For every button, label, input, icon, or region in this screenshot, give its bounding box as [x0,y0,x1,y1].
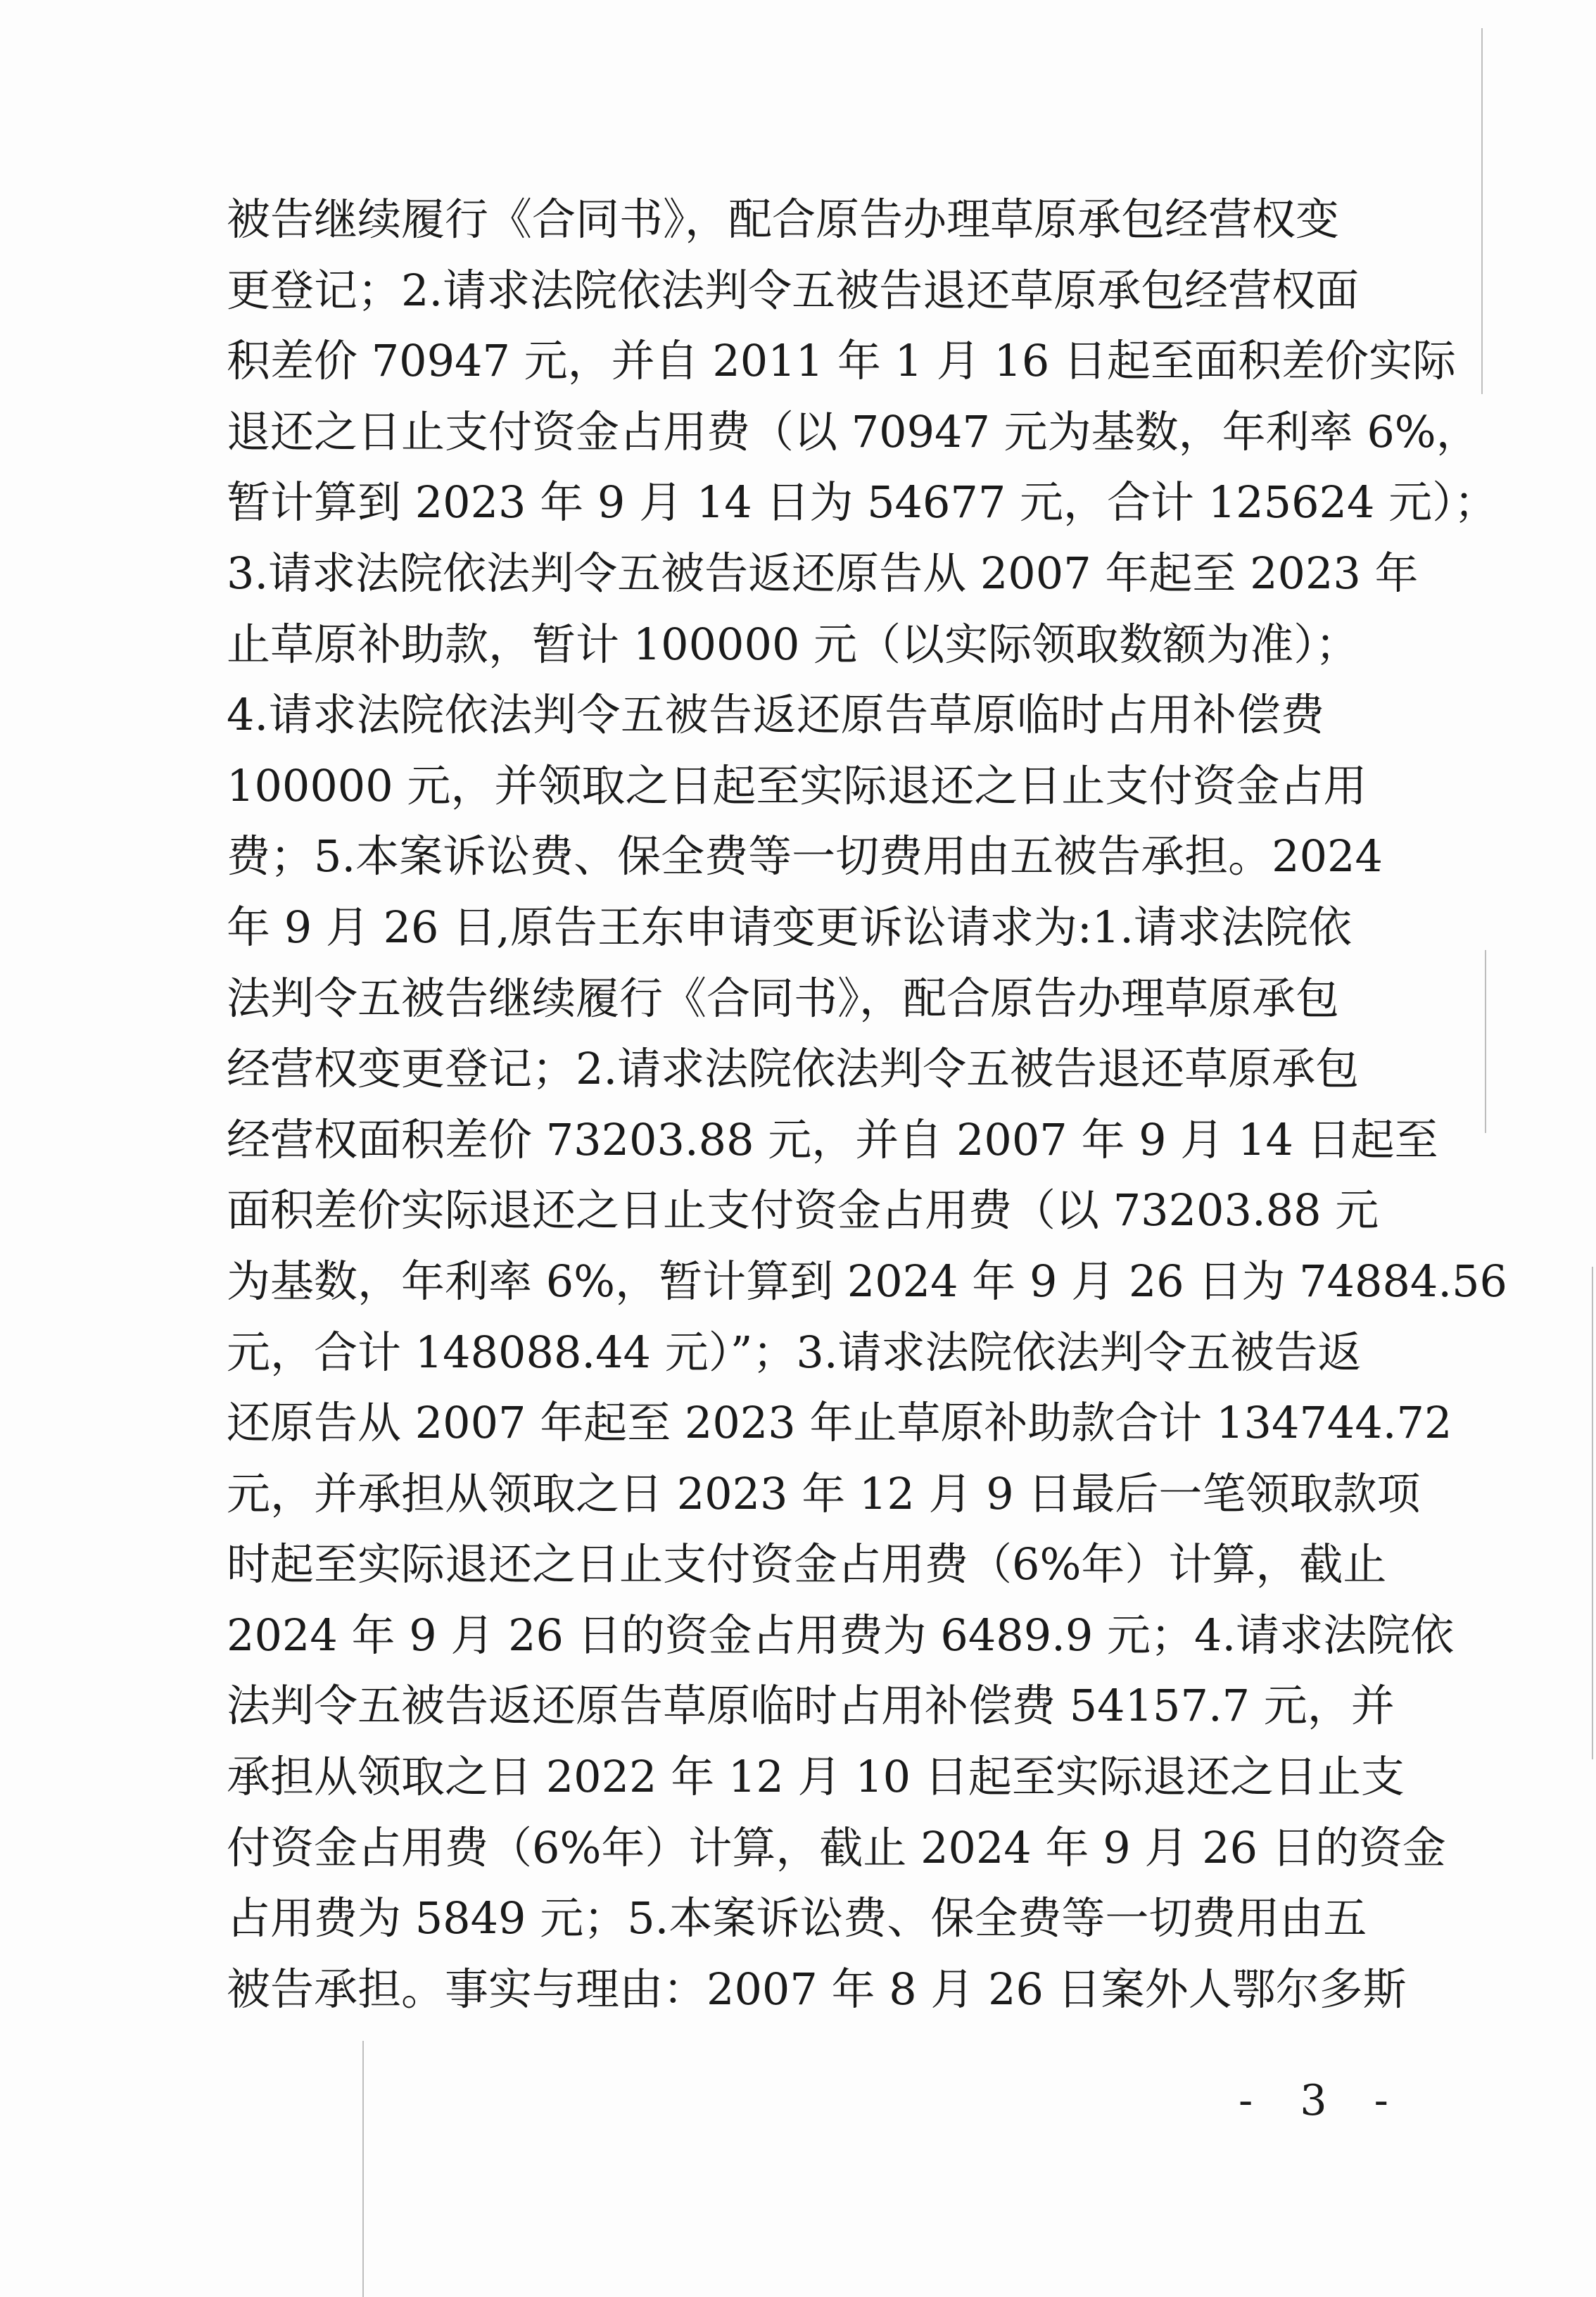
text-line: 4.请求法院依法判令五被告返还原告草原临时占用补偿费 [227,689,1324,741]
text-line: 为基数，年利率 6%，暂计算到 2024 年 9 月 26 日为 74884.56 [227,1255,1507,1307]
text-line: 积差价 70947 元，并自 2011 年 1 月 16 日起至面积差价实际 [227,335,1457,387]
text-line: 承担从领取之日 2022 年 12 月 10 日起至实际退还之日止支 [227,1751,1405,1803]
text-line: 止草原补助款，暂计 100000 元（以实际领取数额为准）； [227,618,1360,670]
scan-artifact-line [1481,28,1483,394]
text-line: 面积差价实际退还之日止支付资金占用费（以 73203.88 元 [227,1184,1379,1236]
scan-artifact-line [1485,950,1486,1133]
scan-artifact-line [362,2041,364,2297]
text-line: 被告承担。事实与理由：2007 年 8 月 26 日案外人鄂尔多斯 [227,1963,1407,2015]
text-line: 元，合计 148088.44 元）”；3.请求法院依法判令五被告返 [227,1326,1362,1378]
text-line: 暂计算到 2023 年 9 月 14 日为 54677 元，合计 125624 元）； [227,476,1498,529]
text-line: 2024 年 9 月 26 日的资金占用费为 6489.9 元；4.请求法院依 [227,1609,1455,1661]
text-line: 时起至实际退还之日止支付资金占用费（6%年）计算，截止 [227,1538,1387,1590]
text-line: 占用费为 5849 元；5.本案诉讼费、保全费等一切费用由五 [227,1892,1367,1944]
body-text [227,184,1507,2025]
text-line: 100000 元，并领取之日起至实际退还之日止支付资金占用 [227,759,1367,811]
text-line: 法判令五被告返还原告草原临时占用补偿费 54157.7 元，并 [227,1680,1395,1732]
text-line: 更登记；2.请求法院依法判令五被告退还草原承包经营权面 [227,264,1360,316]
text-line: 退还之日止支付资金占用费（以 70947 元为基数，年利率 6%， [227,405,1480,457]
text-line: 经营权面积差价 73203.88 元，并自 2007 年 9 月 14 日起至 [227,1113,1438,1165]
text-line: 法判令五被告继续履行《合同书》，配合原告办理草原承包 [227,972,1340,1024]
page-number: - 3 - [1239,2076,1405,2125]
text-line: 费；5.本案诉讼费、保全费等一切费用由五被告承担。2024 [227,830,1383,882]
text-line: 经营权变更登记；2.请求法院依法判令五被告退还草原承包 [227,1043,1360,1095]
text-line: 年 9 月 26 日,原告王东申请变更诉讼请求为:1.请求法院依 [227,901,1352,953]
text-line: 付资金占用费（6%年）计算，截止 2024 年 9 月 26 日的资金 [227,1821,1446,1873]
text-line: 被告继续履行《合同书》，配合原告办理草原承包经营权变 [227,194,1340,245]
scan-artifact-line [1592,1267,1593,1759]
text-line: 3.请求法院依法判令五被告返还原告从 2007 年起至 2023 年 [227,547,1419,599]
text-line: 元，并承担从领取之日 2023 年 12 月 9 日最后一笔领取款项 [227,1467,1421,1519]
text-line: 还原告从 2007 年起至 2023 年止草原补助款合计 134744.72 [227,1397,1452,1449]
